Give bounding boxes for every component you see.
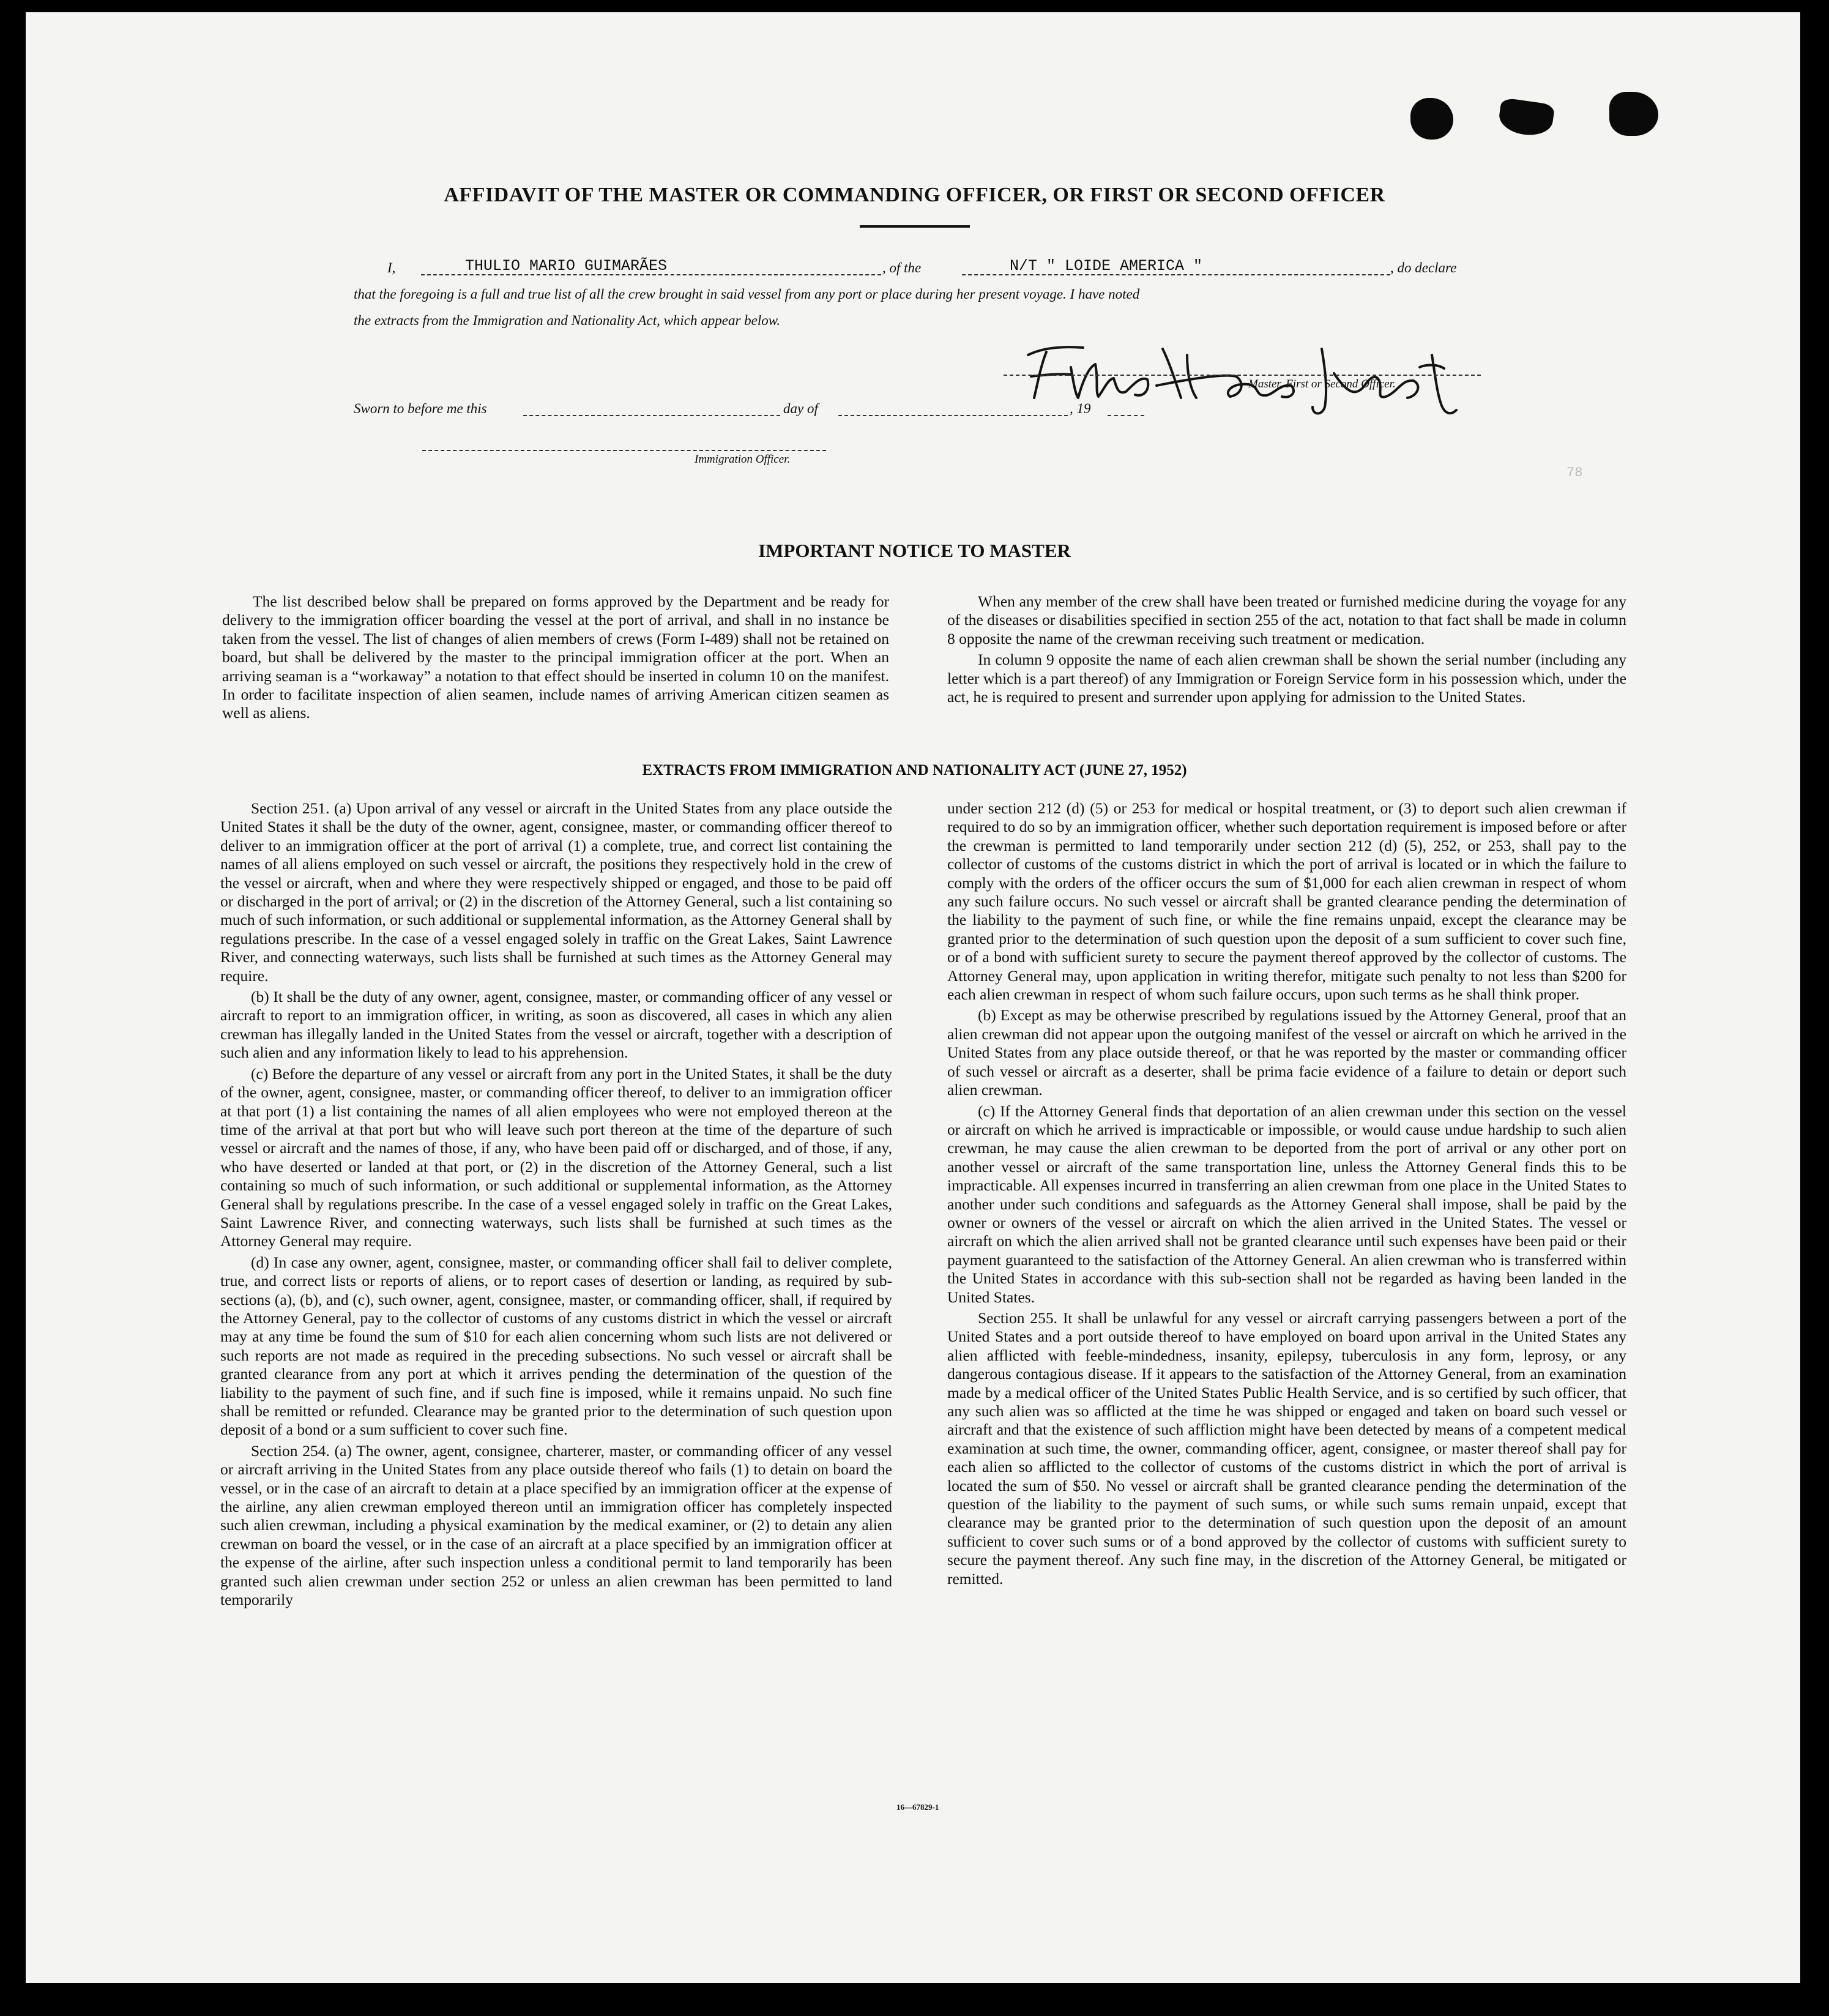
- extracts-left-column: [220, 799, 892, 1611]
- extracts-paragraph: (c) If the Attorney General finds that deportation of an alien crewman under this section on the vessel or aircraft on which he arrived is impracticable or impossible, or would cause undue hardship to such alien crewman, he may cause the alien crewman to be deported from the port of arrival or any other port on another vessel or aircraft of the same transportation line, unless the Attorney General finds this to be impracticable. All expenses incurred in transferring an alien crewman from one place in the United States to another under such conditions and safeguards as the Attorney General shall impose, shall be paid by the owner or owners of the vessel or aircraft on which the alien arrived in the United States. The vessel or aircraft on which the alien arrived shall not be granted clearance until such expenses have been paid or their payment guaranteed to the satisfaction of the Attorney General. An alien crewman who is transferred within the United States in accordance with this sub-section shall not be regarded as having been landed in the United States.: [947, 1102, 1626, 1306]
- notice-left-column: [222, 592, 889, 725]
- extracts-paragraph: Section 251. (a) Upon arrival of any vessel or aircraft in the United States from any place outside the United States it shall be the duty of the owner, agent, consignee, master, or commanding officer thereof to deliver to an immigration officer at the port of arrival (1) a complete, true, and correct list containing the names of all aliens employed on such vessel or aircraft, the positions they respectively hold in the crew of the vessel or aircraft, when and where they were respectively shipped or engaged, and those to be paid off or discharged in the port of arrival; or (2) in the discretion of the Attorney General, such a list containing so much of such information, or such additional or supplemental information, as the Attorney General shall by regulations prescribe. In the case of a vessel engaged solely in traffic on the Great Lakes, Saint Lawrence River, and connecting waterways, such lists shall be furnished at such times as the Attorney General may require.: [220, 799, 892, 985]
- extracts-paragraph: Section 254. (a) The owner, agent, consignee, charterer, master, or commanding officer of any vessel or aircraft arriving in the United States from any place outside thereof who fails (1) to detain on board the vessel, or in the case of an aircraft to detain at a place specified by an immigration officer at the expense of the airline, any alien crewman employed thereon until an immigration officer has completely inspected such alien crewman, including a physical examination by the medical examiner, or (2) to detain any alien crewman on board the vessel, or in the case of an aircraft at a place specified by an immigration officer at the expense of the airline, after such inspection unless a conditional permit to land temporarily has been granted such alien crewman under section 252 or unless an alien crewman has been permitted to land temporarily: [220, 1441, 892, 1609]
- of-the-label: , of the: [882, 260, 922, 275]
- notice-title: IMPORTANT NOTICE TO MASTER: [758, 540, 1071, 561]
- sworn-year-field[interactable]: [1108, 415, 1144, 416]
- extracts-paragraph: (c) Before the departure of any vessel or aircraft from any port in the United States, it shall be the duty of the owner, agent, consignee, master, or commanding officer thereof, to deliver to an immigration officer at that port (1) a list containing the names of all alien employees who were not employed thereon at the time of the arrival at that port but who will leave such port thereon at the time of the departure of such vessel or aircraft and the names of those, if any, who have been paid off or discharged, and of those, if any, who have deserted or landed at that port, or (2) in the discretion of the Attorney General, such a list containing so much of such information, or such additional or supplemental information, as the Attorney General shall by regulations prescribe. In the case of a vessel engaged solely in traffic on the Great Lakes, Saint Lawrence River, and connecting waterways, such lists shall be furnished at such times as the Attorney General may require.: [220, 1064, 892, 1250]
- bleed-through-mark: 78: [1566, 465, 1583, 480]
- i-label: I,: [387, 260, 396, 275]
- punch-hole: [1609, 92, 1658, 136]
- punch-hole: [1410, 98, 1453, 140]
- immigration-officer-line[interactable]: [422, 450, 826, 451]
- affidavit-title: AFFIDAVIT OF THE MASTER OR COMMANDING OFFICER, OR FIRST OR SECOND OFFICER: [444, 184, 1385, 206]
- title-divider: [860, 225, 970, 228]
- notice-right-column: [947, 592, 1626, 709]
- officer-caption: Immigration Officer.: [695, 453, 791, 466]
- sworn-day-field[interactable]: [523, 415, 780, 416]
- extracts-paragraph: (b) Except as may be otherwise prescribed by regulations issued by the Attorney General, proof that an alien crewman did not appear upon the outgoing manifest of the vessel or aircraft on which he arrived in the United States from any place outside thereof, or that he was reported by the master or commanding officer of such vessel or aircraft as a deserter, shall be prima facie evidence of a failure to detain or deport such alien crewman.: [947, 1006, 1626, 1099]
- year-label: , 19: [1070, 401, 1091, 416]
- extracts-paragraph: (d) In case any owner, agent, consignee, master, or commanding officer shall fail to deliver complete, true, and correct lists or reports of aliens, or to report cases of desertion or landing, as required by sub-sections (a), (b), and (c), such owner, agent, consignee, master, or commanding officer, shall, if required by the Attorney General, pay to the collector of customs of any customs district in which the vessel or aircraft may at any time be found the sum of $10 for each alien concerning whom such lists are not delivered or such reports are not made as required in the preceding subsections. No such vessel or aircraft shall be granted clearance from any port at which it arrives pending the determination of the question of the liability to the payment of such fine, and if such fine is imposed, while it remains unpaid. No such fine shall be remitted or refunded. Clearance may be granted prior to the determination of such question upon deposit of a bond or a sum sufficient to cover such fine.: [220, 1253, 892, 1439]
- affidavit-body-line-1: that the foregoing is a full and true list of all the crew brought in said vessel from any port or place during her present voyage. I have noted: [354, 286, 1140, 302]
- extracts-title: EXTRACTS FROM IMMIGRATION AND NATIONALITY ACT (JUNE 27, 1952): [642, 762, 1187, 778]
- do-declare-label: , do declare: [1390, 260, 1457, 275]
- extracts-paragraph: Section 255. It shall be unlawful for any vessel or aircraft carrying passengers between a port of the United States and a port outside thereof to have employed on board upon arrival in the United States any alien afflicted with feeble-mindedness, insanity, epilepsy, tuberculosis in any form, leprosy, or any dangerous contagious disease. If it appears to the satisfaction of the Attorney General, from an examination made by a medical officer of the United States Public Health Service, and is so certified by such officer, that any such alien was so afflicted at the time he was shipped or engaged and taken on board such vessel or aircraft and that the existence of such affliction might have been detected by means of a competent medical examination at such time, the owner, commanding officer, agent, consignee, or master thereof shall pay for each alien so afflicted to the collector of customs of the customs district in which the port of arrival is located the sum of $50. No vessel or aircraft shall be granted clearance pending the determination of the question of the liability to the payment of such sums, or while such sums remain unpaid, except that clearance may be granted prior to the determination of such question upon the deposit of an amount sufficient to cover such sums or of a bond approved by the collector of customs with sufficient surety to secure the payment thereof. Any such fine may, in the discretion of the Attorney General, be mitigated or remitted.: [947, 1309, 1626, 1588]
- master-name-field[interactable]: THULIO MARIO GUIMARÃES: [465, 257, 668, 275]
- punch-hole: [1497, 97, 1555, 138]
- sworn-label: Sworn to before me this: [354, 401, 487, 416]
- vessel-name-field[interactable]: N/T " LOIDE AMERICA ": [1010, 257, 1203, 275]
- sworn-month-field[interactable]: [838, 415, 1068, 416]
- form-code: 16—67829-1: [896, 1802, 939, 1812]
- extracts-paragraph: under section 212 (d) (5) or 253 for medical or hospital treatment, or (3) to deport such alien crewman if required to do so by an immigration officer, whether such deportation requirement is imposed before or after the crewman is permitted to land temporarily under section 212 (d) (5), 252, or 253, shall pay to the collector of customs of the customs district in which the port of arrival is located or in which the failure to comply with the orders of the officer occurs the sum of $1,000 for each alien crewman in respect of whom any such failure occurs. No such vessel or aircraft shall be granted clearance pending the determination of the liability to the payment of such fine, or while the fine remains unpaid, except the clearance may be granted prior to the determination of such question upon the deposit of a sum sufficient to cover such fine, or of a bond with sufficient surety to secure the payment thereof approved by the collector of customs. The Attorney General may, upon application in writing therefor, mitigate such penalty to not less than $200 for each alien crewman in respect of whom such failure occurs, upon such terms as he shall think proper.: [947, 799, 1626, 1004]
- master-signature-line: [1004, 375, 1481, 376]
- master-caption: Master, First or Second Officer.: [1248, 378, 1396, 390]
- day-of-label: day of: [783, 401, 818, 416]
- notice-paragraph: When any member of the crew shall have been treated or furnished medicine during the voyage for any of the diseases or disabilities specified in section 255 of the act, notation to that fact shall be made in column 8 opposite the name of the crewman receiving such treatment or medication.: [947, 592, 1626, 648]
- notice-paragraph: The list described below shall be prepared on forms approved by the Department and be ready for delivery to the immigration officer boarding the vessel at the port of arrival, and shall in no instance be taken from the vessel. The list of changes of alien members of crews (Form I-489) shall not be retained on board, but shall be delivered by the master to the principal immigration officer at the port. When an arriving seaman is a “workaway” a notation to that effect should be inserted in column 10 on the manifest. In order to facilitate inspection of alien seamen, include names of arriving American citizen seamen as well as aliens.: [222, 592, 889, 722]
- affidavit-body-line-2: the extracts from the Immigration and Nationality Act, which appear below.: [354, 313, 781, 328]
- extracts-paragraph: (b) It shall be the duty of any owner, agent, consignee, master, or commanding officer of any vessel or aircraft to report to an immigration officer, in writing, as soon as discovered, all cases in which any alien crewman has illegally landed in the United States from the vessel or aircraft, together with a description of such alien and any information likely to lead to his apprehension.: [220, 988, 892, 1062]
- extracts-right-column: [947, 799, 1626, 1591]
- notice-paragraph: In column 9 opposite the name of each alien crewman shall be shown the serial number (including any letter which is a part thereof) of any Immigration or Foreign Service form in his possession which, under the act, he is required to present and surrender upon applying for admission to the United States.: [947, 651, 1626, 706]
